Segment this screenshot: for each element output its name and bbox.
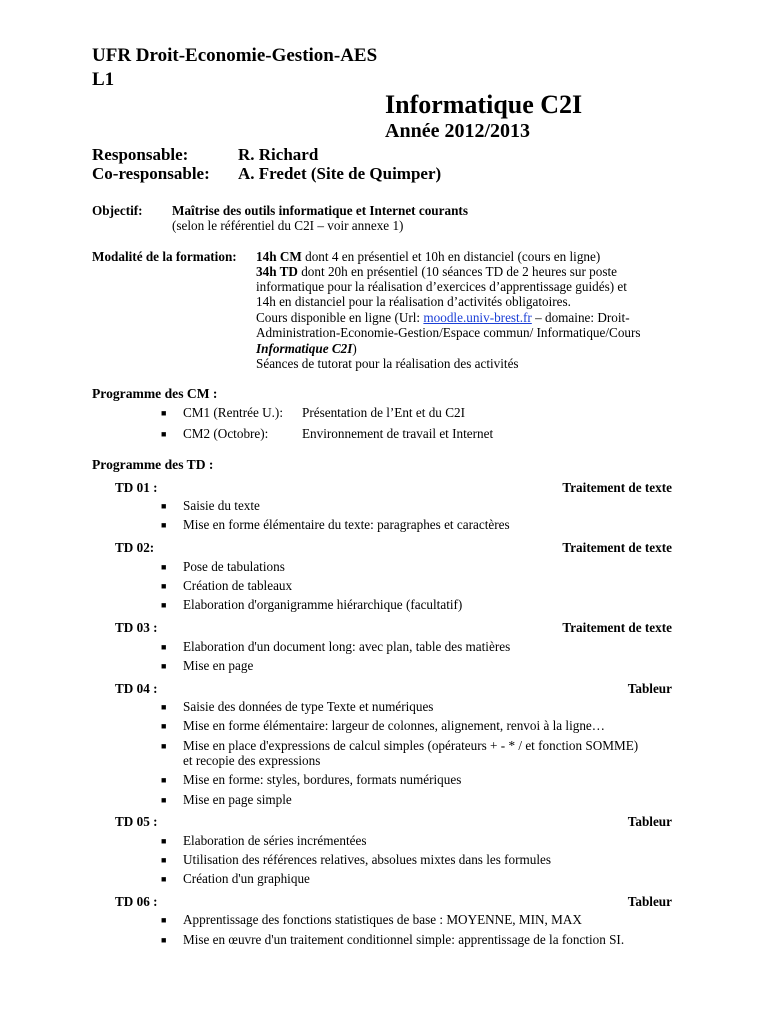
td-item: Mise en page (183, 658, 254, 673)
page-title: Informatique C2I (385, 90, 583, 119)
td-label: TD 04 : (115, 681, 158, 696)
bullet-icon: ■ (161, 836, 167, 846)
bullet-icon: ■ (161, 562, 167, 572)
td-item: Elaboration d'organigramme hiérarchique (facultatif) (183, 597, 463, 612)
course-name: Informatique C2I (256, 341, 353, 356)
coresponsable-name: A. Fredet (Site de Quimper) (238, 164, 442, 183)
bullet-icon: ■ (161, 855, 167, 865)
modalite-line3: informatique pour la réalisation d’exercices d’apprentissage guidés) et (256, 279, 627, 294)
cm-item-text: Présentation de l’Ent et du C2I (302, 405, 465, 420)
course-close-paren: ) (352, 341, 357, 356)
td-hours: 34h TD (256, 264, 298, 279)
modalite-line4: 14h en distanciel pour la réalisation d’activités obligatoires. (256, 294, 571, 309)
modalite-line5 (256, 310, 630, 326)
url-prefix: Cours disponible en ligne (Url: (256, 310, 424, 325)
bullet-icon: ■ (161, 429, 167, 439)
td-label: TD 03 : (115, 620, 158, 635)
objectif-label: Objectif: (92, 203, 143, 218)
modalite-td-line (256, 264, 617, 280)
bullet-icon: ■ (161, 702, 167, 712)
td-heading: Programme des TD : (92, 457, 214, 472)
td-item: Saisie du texte (183, 498, 260, 513)
bullet-icon: ■ (161, 661, 167, 671)
td-label: TD 05 : (115, 814, 158, 829)
bullet-icon: ■ (161, 600, 167, 610)
url-suffix: – domaine: Droit- (531, 310, 630, 325)
academic-year: Année 2012/2013 (385, 120, 530, 142)
td-detail: dont 20h en présentiel (10 séances TD de 2 heures sur poste (297, 264, 618, 279)
cm-item-label: CM2 (Octobre): (183, 426, 269, 441)
td-item: Création d'un graphique (183, 871, 310, 886)
bullet-icon: ■ (161, 741, 167, 751)
level-heading: L1 (92, 69, 115, 90)
td-topic: Traitement de texte (562, 480, 672, 495)
td-item: Pose de tabulations (183, 559, 285, 574)
bullet-icon: ■ (161, 501, 167, 511)
bullet-icon: ■ (161, 874, 167, 884)
td-topic: Tableur (627, 814, 672, 829)
bullet-icon: ■ (161, 775, 167, 785)
td-item: Apprentissage des fonctions statistiques de base : MOYENNE, MIN, MAX (183, 912, 582, 927)
bullet-icon: ■ (161, 721, 167, 731)
cm-hours: 14h CM (256, 249, 302, 264)
td-item: Mise en place d'expressions de calcul simples (opérateurs + - * / et fonction SOMME) (183, 738, 639, 753)
td-item: Mise en forme: styles, bordures, formats numériques (183, 772, 462, 787)
td-item: Mise en forme élémentaire du texte: paragraphes et caractères (183, 517, 510, 532)
coresponsable-label: Co-responsable: (92, 164, 210, 183)
bullet-icon: ■ (161, 581, 167, 591)
td-topic: Tableur (627, 681, 672, 696)
td-item: Mise en œuvre d'un traitement conditionnel simple: apprentissage de la fonction SI. (183, 932, 625, 947)
td-item-continued: et recopie des expressions (183, 753, 321, 768)
td-item: Mise en forme élémentaire: largeur de colonnes, alignement, renvoi à la ligne… (183, 718, 605, 733)
td-item: Utilisation des références relatives, absolues mixtes dans les formules (183, 852, 552, 867)
td-topic: Traitement de texte (562, 540, 672, 555)
cm-item-label: CM1 (Rentrée U.): (183, 405, 283, 420)
bullet-icon: ■ (161, 795, 167, 805)
responsable-name: R. Richard (238, 145, 319, 164)
td-item: Saisie des données de type Texte et numériques (183, 699, 434, 714)
td-topic: Traitement de texte (562, 620, 672, 635)
td-label: TD 02: (115, 540, 155, 555)
bullet-icon: ■ (161, 408, 167, 418)
modalite-line8: Séances de tutorat pour la réalisation des activités (256, 356, 519, 371)
td-item: Mise en page simple (183, 792, 292, 807)
td-item: Création de tableaux (183, 578, 293, 593)
bullet-icon: ■ (161, 642, 167, 652)
modalite-cm-line (256, 249, 600, 265)
bullet-icon: ■ (161, 915, 167, 925)
responsable-label: Responsable: (92, 145, 189, 164)
bullet-icon: ■ (161, 935, 167, 945)
bullet-icon: ■ (161, 520, 167, 530)
moodle-link[interactable]: moodle.univ-brest.fr (423, 310, 532, 325)
ufr-heading: UFR Droit-Economie-Gestion-AES (92, 45, 378, 66)
td-topic: Tableur (627, 894, 672, 909)
modalite-line6: Administration-Economie-Gestion/Espace commun/ Informatique/Cours (256, 325, 641, 340)
td-item: Elaboration d'un document long: avec plan, table des matières (183, 639, 511, 654)
objectif-line1: Maîtrise des outils informatique et Internet courants (172, 203, 468, 218)
cm-item-text: Environnement de travail et Internet (302, 426, 494, 441)
cm-heading: Programme des CM : (92, 386, 218, 401)
modalite-label: Modalité de la formation: (92, 249, 237, 264)
cm-detail: dont 4 en présentiel et 10h en distanciel (cours en ligne) (301, 249, 601, 264)
td-item: Elaboration de séries incrémentées (183, 833, 367, 848)
objectif-line2: (selon le référentiel du C2I – voir annexe 1) (172, 218, 404, 233)
td-label: TD 06 : (115, 894, 158, 909)
td-label: TD 01 : (115, 480, 158, 495)
modalite-line7 (256, 341, 357, 357)
